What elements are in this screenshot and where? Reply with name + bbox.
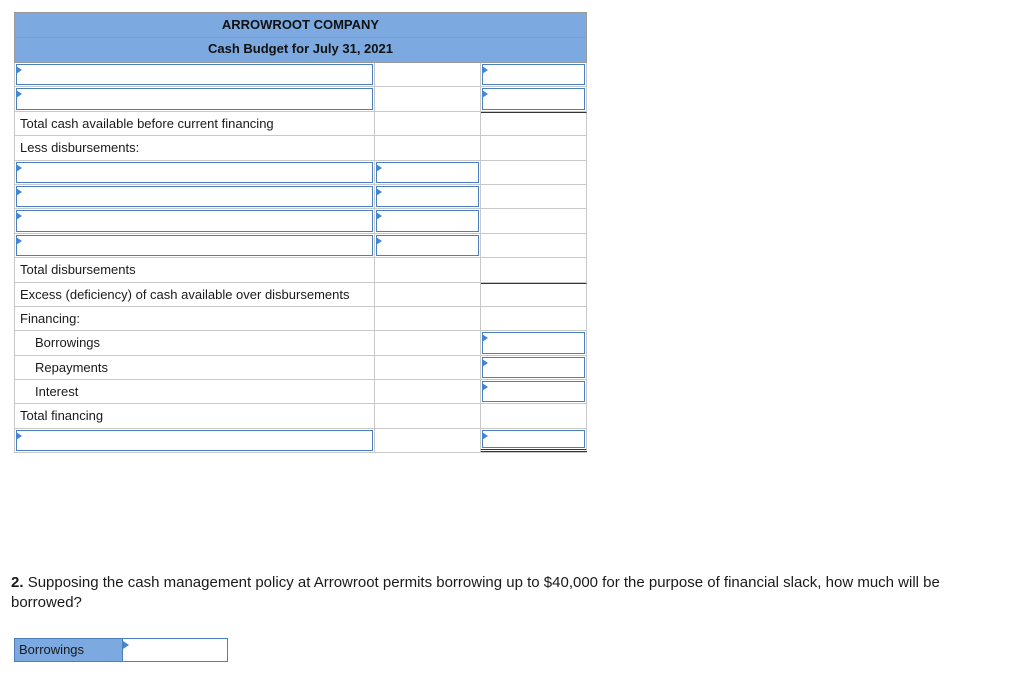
disbursement-amount-input-4[interactable] — [376, 235, 479, 256]
table-row — [14, 380, 587, 404]
borrowings-input[interactable] — [482, 332, 585, 353]
repayments-input[interactable] — [482, 357, 585, 378]
less-disbursements-label: Less disbursements: — [14, 136, 375, 159]
budget-title: Cash Budget for July 31, 2021 — [14, 37, 587, 63]
total-financing-label: Total financing — [14, 404, 375, 427]
excess-deficiency-value — [481, 283, 587, 306]
borrowings-answer-input[interactable] — [123, 639, 227, 661]
table-row — [14, 307, 587, 331]
disbursement-label-input-2[interactable] — [16, 186, 373, 207]
question-text: Supposing the cash management policy at Arrowroot permits borrowing up to $40,000 for the purpose of financial slack, how much will be borrowed? — [11, 574, 940, 611]
total-disbursements-label: Total disbursements — [14, 258, 375, 281]
total-cash-available-value — [481, 112, 587, 135]
table-row — [14, 87, 587, 111]
borrowings-answer — [14, 638, 228, 662]
cash-item-label-input-1[interactable] — [16, 64, 373, 85]
disbursement-amount-input-2[interactable] — [376, 186, 479, 207]
cash-item-amount-input-2[interactable] — [482, 88, 585, 109]
table-row — [14, 63, 587, 87]
total-disbursements-value — [481, 258, 587, 281]
disbursement-amount-input-3[interactable] — [376, 210, 479, 231]
ending-cash-label-input[interactable] — [16, 430, 373, 451]
table-row — [14, 185, 587, 209]
disbursement-amount-input-1[interactable] — [376, 162, 479, 183]
table-row — [14, 258, 587, 282]
table-row — [14, 331, 587, 355]
interest-input[interactable] — [482, 381, 585, 402]
table-row — [14, 429, 587, 453]
table-row — [14, 234, 587, 258]
disbursement-label-input-1[interactable] — [16, 162, 373, 183]
financing-label: Financing: — [14, 307, 375, 330]
borrowings-answer-label: Borrowings — [15, 639, 123, 661]
repayments-label: Repayments — [14, 356, 375, 379]
table-row — [14, 209, 587, 233]
ending-cash-amount-input[interactable] — [482, 430, 585, 448]
borrowings-label: Borrowings — [14, 331, 375, 354]
table-row — [14, 404, 587, 428]
cash-item-label-input-2[interactable] — [16, 88, 373, 109]
company-name: ARROWROOT COMPANY — [14, 12, 587, 37]
total-financing-value — [481, 404, 587, 427]
disbursement-label-input-3[interactable] — [16, 210, 373, 231]
disbursement-label-input-4[interactable] — [16, 235, 373, 256]
question-number: 2. — [11, 574, 24, 591]
cash-budget-table — [14, 12, 587, 453]
table-row — [14, 112, 587, 136]
table-row — [14, 136, 587, 160]
table-row — [14, 161, 587, 185]
table-row — [14, 283, 587, 307]
total-cash-available-label: Total cash available before current financing — [14, 112, 375, 135]
interest-label: Interest — [14, 380, 375, 403]
excess-deficiency-label: Excess (deficiency) of cash available over disbursements — [14, 283, 375, 306]
question-2 — [11, 573, 1011, 613]
cash-item-amount-input-1[interactable] — [482, 64, 585, 85]
table-row — [14, 356, 587, 380]
